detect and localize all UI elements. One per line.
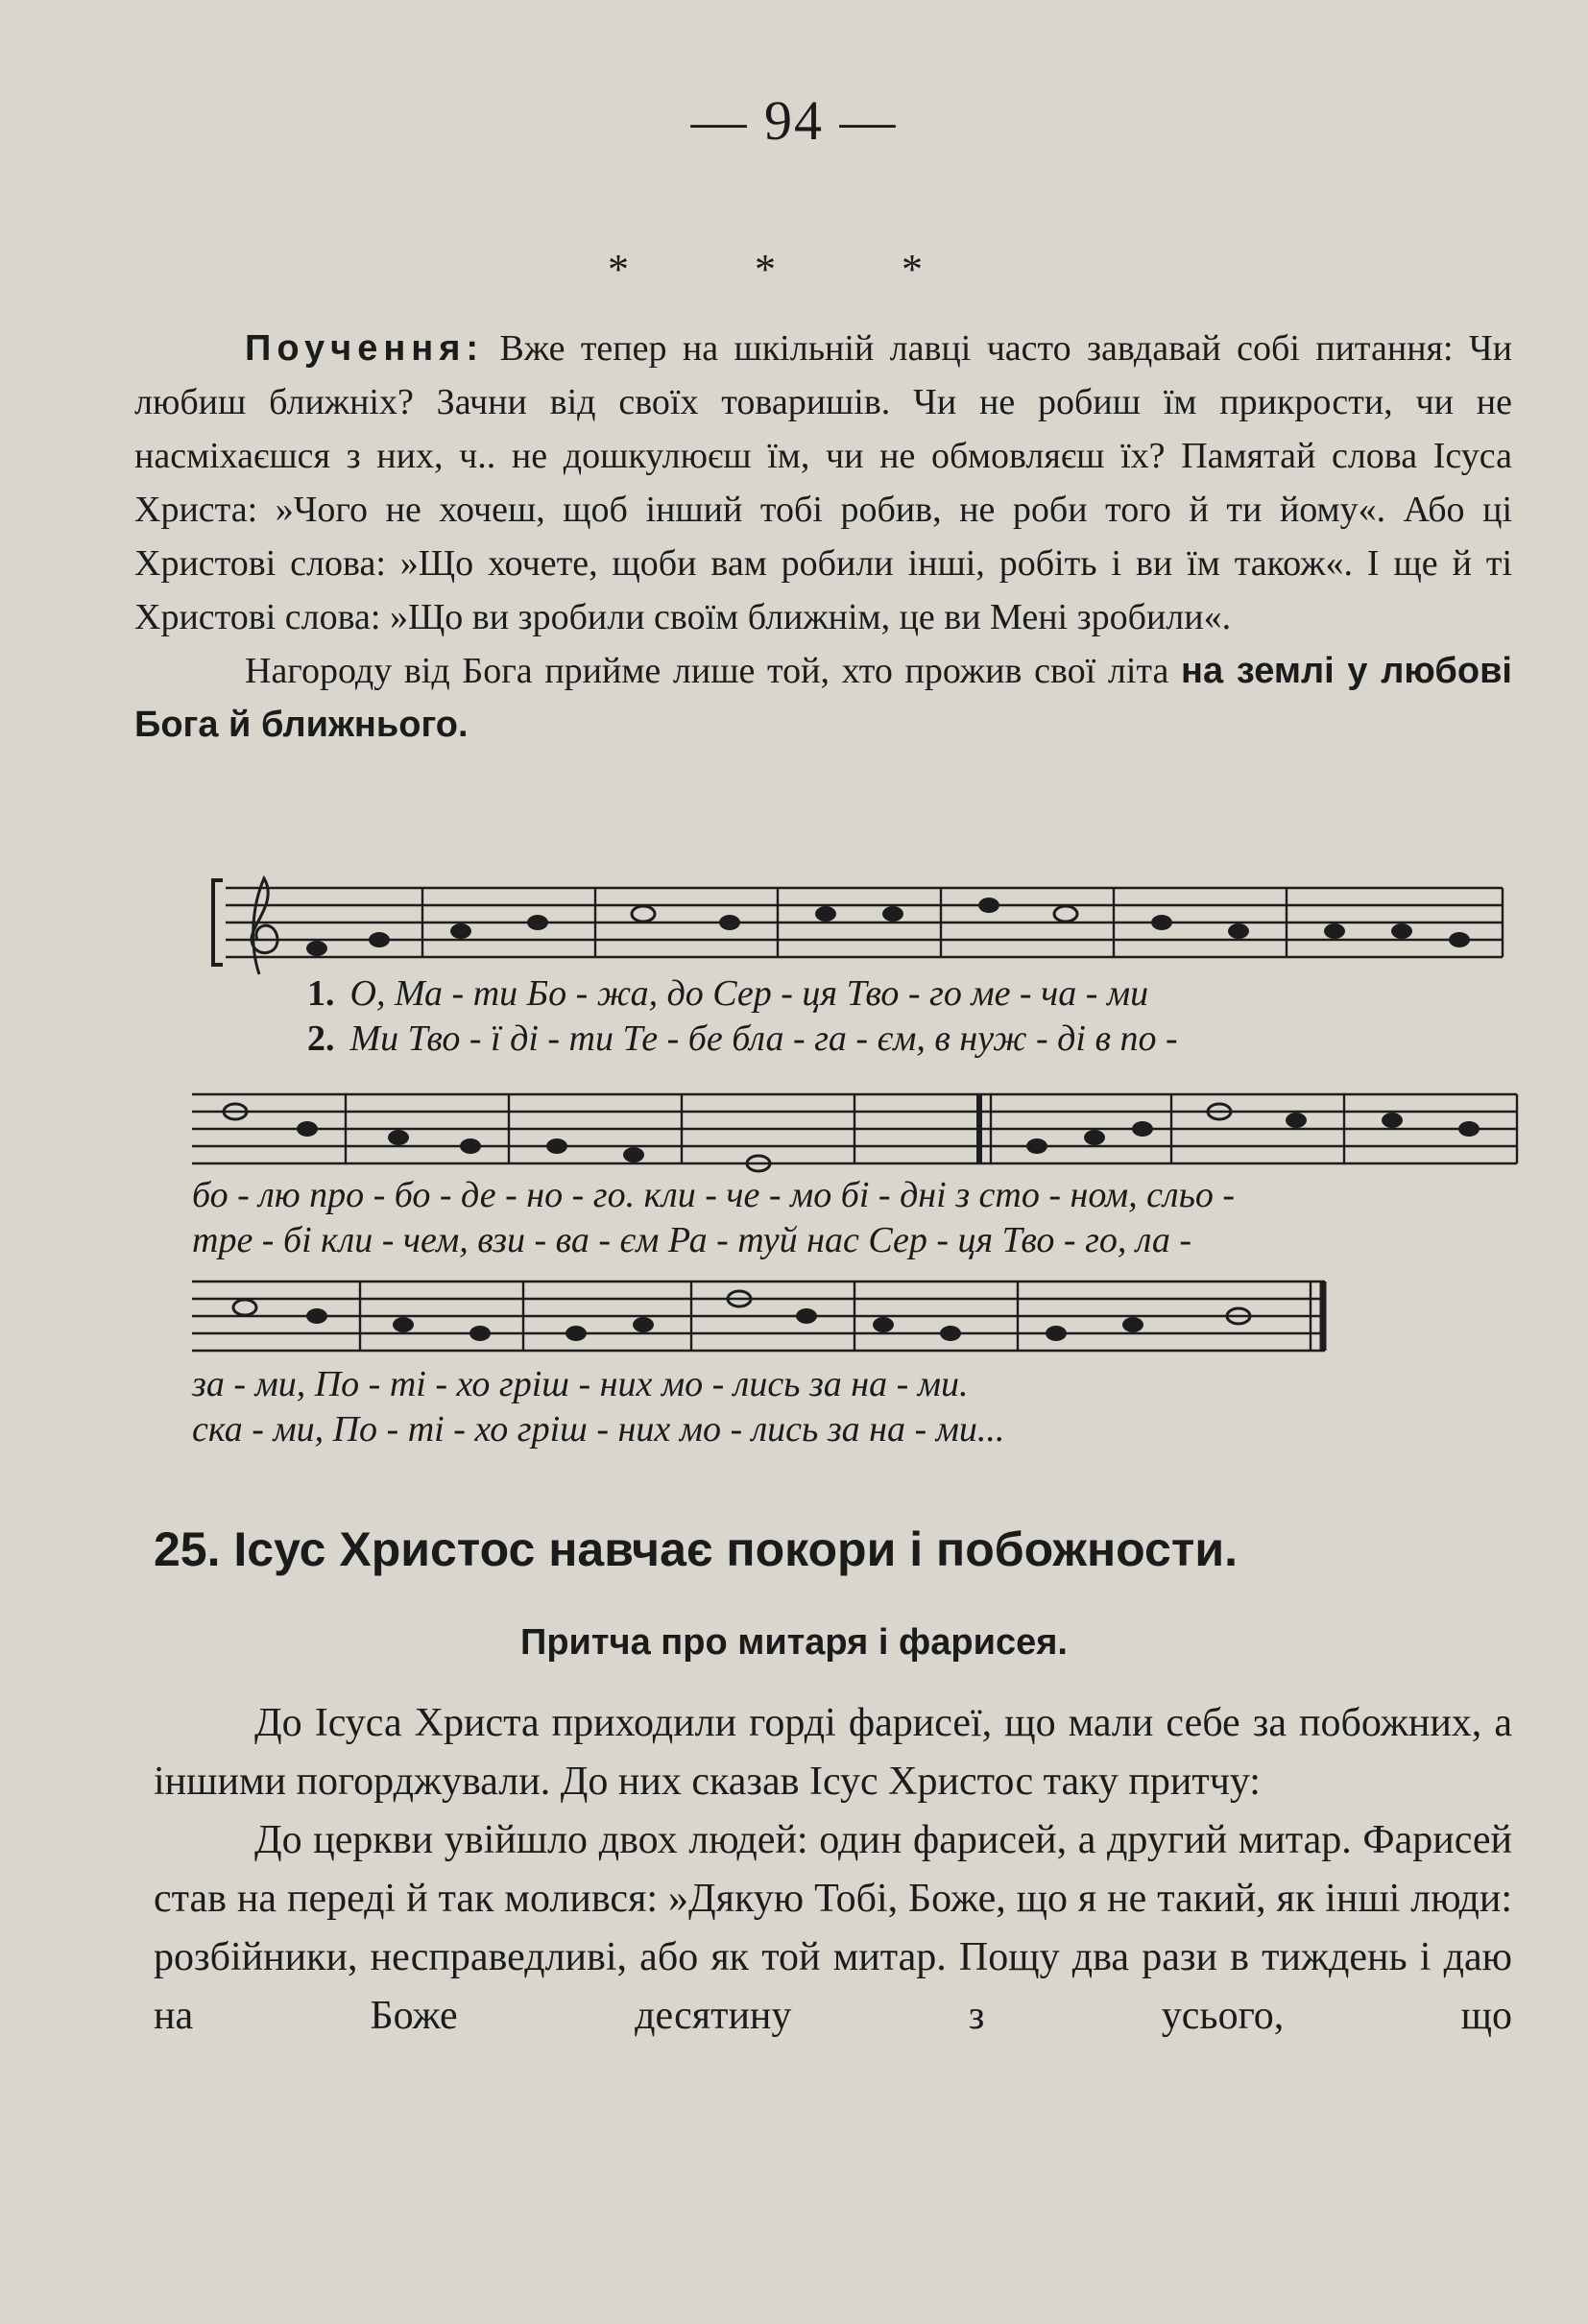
lyrics-text: Ми Тво - ї ді - ти Те - бе бла - га - єм, в нуж - ді в по -	[349, 1018, 1178, 1059]
lyrics-line1-verse2	[307, 1018, 1178, 1060]
lesson-text-bold: на землі у любові Бога й ближнього.	[134, 651, 1512, 745]
lyrics-text: О, Ма - ти Бо - жа, до Сер - ця Тво - го ме - ча - ми	[349, 973, 1149, 1014]
lyrics-line2-verse2: тре - бі кли - чем, взи - ва - єм Ра - туй нас Сер - ця Тво - го, ла -	[192, 1220, 1192, 1260]
story-paragraph-2: До церкви увійшло двох людей: один фарисей, а другий митар. Фарисей став на переді й так молився: »Дякую Тобі, Боже, що я не такий, як інші люди: розбійники, несправедливі, або як той митар. Пощу два рази в тиждень і даю на Боже десятину з усього, що	[154, 1818, 1512, 2038]
lyrics-line2-verse1: бо - лю про - бо - де - но - го. кли - че - мо бі - дні з сто - ном, сльо -	[192, 1175, 1236, 1215]
lesson-paragraph-1	[134, 322, 1512, 644]
lesson-paragraph-2	[134, 644, 1512, 752]
music-score	[192, 869, 1536, 1464]
lyrics-line3-verse1: за - ми, По - ті - хо гріш - них мо - лись за на - ми.	[192, 1364, 969, 1404]
story-paragraph-1: До Ісуса Христа приходили горді фарисеї, що мали себе за побожних, а іншими погорджували. До них сказав Ісус Христос таку притчу:	[154, 1701, 1512, 1804]
separator-stars: * * *	[608, 246, 980, 293]
chapter-subtitle: Притча про митаря і фарисея.	[520, 1622, 1068, 1663]
verse-number-1: 1.	[307, 973, 335, 1014]
lesson-text: Вже тепер на шкільній лавці часто завдавай собі питання: Чи любиш ближніх? Зачни від своїх товаришів. Чи не робиш їм прикрости, чи не насміхаєшся з них, ч.. не дошкулюєш їм, чи не обмовляєш їх? Памятай слова Ісуса Христа: »Чого не хочеш, щоб інший тобі робив, не роби того й ти йому«. Або ці Христові слова: »Що хочете, щоби вам робили інші, робіть і ви їм також«. І ще й ті Христові слова: »Що ви зробили своїм ближнім, це ви Мені зробили«.	[134, 328, 1512, 637]
chapter-title: 25. Ісус Христос навчає покори і побожности.	[154, 1522, 1238, 1576]
lyrics-line3-verse2: ска - ми, По - ті - хо гріш - них мо - лись за на - ми...	[192, 1409, 1005, 1450]
notes-2	[224, 1104, 1480, 1171]
lyrics-line1-verse1	[307, 972, 1148, 1015]
lesson-label: Поучення:	[245, 328, 485, 369]
staff-2	[192, 1094, 1517, 1163]
lesson-text-2: Нагороду від Бога прийме лише той, хто прожив свої літа	[245, 651, 1182, 691]
page-number: — 94 —	[690, 89, 898, 152]
verse-number-2: 2.	[307, 1018, 335, 1059]
story-block	[154, 1694, 1512, 2046]
staff-1	[213, 878, 1503, 974]
staff-3	[192, 1282, 1325, 1351]
lesson-block	[134, 322, 1512, 752]
